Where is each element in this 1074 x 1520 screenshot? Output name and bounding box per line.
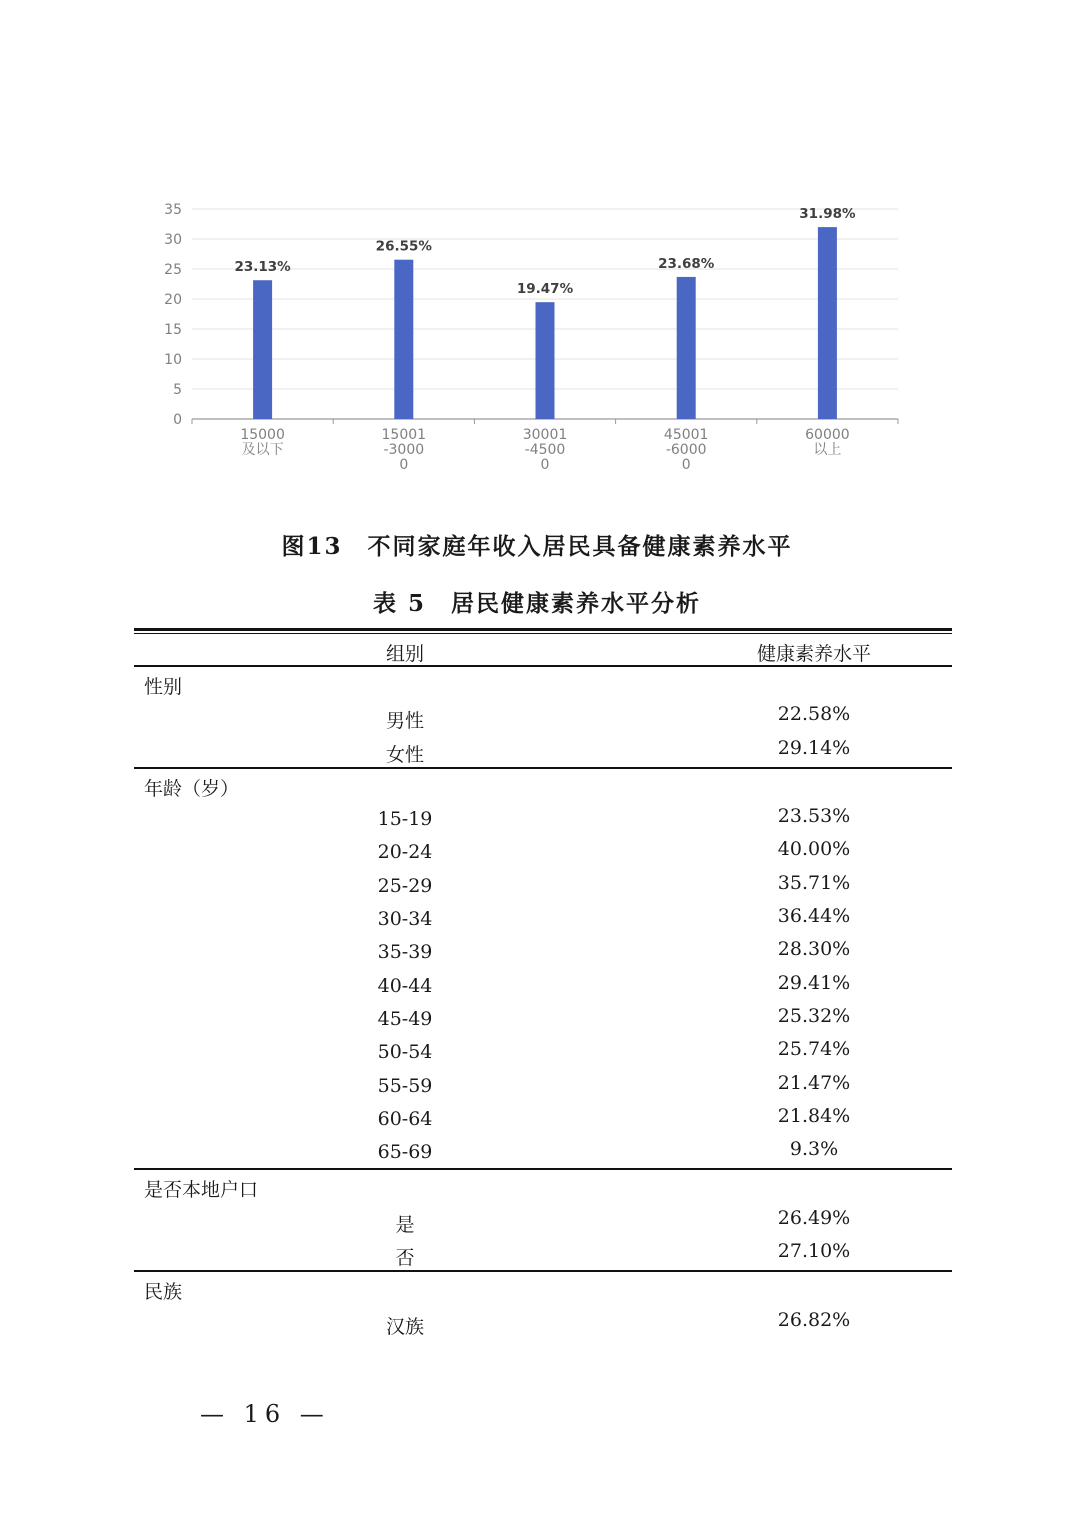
x-tick-label: 0 (540, 457, 550, 473)
y-tick-label: 20 (164, 292, 182, 308)
table-row (134, 1237, 952, 1270)
table-row (134, 1035, 952, 1068)
row-value: 28.30% (777, 938, 851, 961)
row-label: 30-34 (377, 908, 433, 931)
data-label: 19.47% (516, 281, 574, 298)
bar (394, 260, 413, 419)
section-title-row (134, 1170, 952, 1203)
table-row (134, 902, 952, 935)
y-tick-label: 35 (164, 202, 182, 218)
x-tick-label: -6000 (665, 442, 707, 458)
literacy-table (134, 628, 952, 1339)
x-tick-label: 45001 (663, 427, 709, 443)
row-label: 女性 (385, 743, 425, 766)
table-row (134, 700, 952, 733)
data-label: 26.55% (375, 238, 432, 255)
table-row (134, 969, 952, 1002)
header-value: 健康素养水平 (756, 643, 872, 665)
x-tick-label: 60000 (805, 427, 850, 443)
table-row (134, 802, 952, 835)
row-label: 40-44 (377, 974, 433, 997)
row-label: 65-69 (377, 1141, 433, 1164)
row-value: 22.58% (777, 703, 851, 726)
row-label: 55-59 (377, 1074, 433, 1097)
income-bar-chart (140, 195, 920, 485)
row-label: 45-49 (377, 1007, 433, 1030)
x-tick-label: 以上 (813, 442, 842, 458)
y-tick-label: 15 (164, 322, 182, 338)
y-tick-label: 25 (164, 262, 182, 278)
bar (818, 227, 837, 419)
row-value: 21.84% (777, 1104, 851, 1127)
x-tick-label: -4500 (524, 442, 566, 458)
table-row (134, 1102, 952, 1135)
row-value: 26.82% (777, 1308, 851, 1331)
row-value: 35.71% (777, 871, 851, 894)
section-title-row (134, 1272, 952, 1305)
row-value: 25.74% (777, 1038, 851, 1061)
header-group: 组别 (385, 643, 425, 665)
table-row (134, 835, 952, 868)
row-label: 否 (395, 1247, 415, 1270)
row-label: 60-64 (377, 1107, 433, 1130)
x-tick-label: 及以下 (241, 442, 284, 458)
x-tick-label: 0 (399, 457, 409, 473)
y-tick-label: 30 (164, 232, 182, 248)
row-value: 23.53% (777, 805, 851, 828)
bar (536, 302, 555, 419)
row-label: 35-39 (377, 941, 433, 964)
table-row (134, 734, 952, 767)
x-tick-label: 15001 (381, 427, 427, 443)
row-value: 26.49% (777, 1206, 851, 1229)
bar (677, 277, 696, 419)
row-value: 36.44% (777, 905, 851, 928)
table-row (134, 1069, 952, 1102)
table-caption: 表 5 居民健康素养水平分析 (372, 590, 701, 617)
x-tick-label: 30001 (522, 427, 568, 443)
row-value: 25.32% (777, 1004, 851, 1027)
x-tick-label: 15000 (240, 427, 285, 443)
section-title: 性别 (144, 676, 183, 698)
row-label: 汉族 (385, 1315, 425, 1338)
table-row (134, 1135, 952, 1168)
table-row (134, 1204, 952, 1237)
section-title: 是否本地户口 (144, 1179, 259, 1202)
row-value: 21.47% (777, 1071, 851, 1094)
section-title: 民族 (144, 1281, 183, 1304)
table-row (134, 1002, 952, 1035)
row-label: 20-24 (377, 841, 433, 864)
table-row (134, 1306, 952, 1339)
row-value: 9.3% (789, 1138, 839, 1161)
row-label: 50-54 (377, 1041, 433, 1064)
x-tick-label: 0 (681, 457, 691, 473)
table-header (134, 634, 952, 665)
row-value: 40.00% (777, 838, 851, 861)
y-tick-label: 10 (164, 352, 182, 368)
section-title: 年龄（岁） (144, 777, 240, 800)
row-value: 29.41% (777, 971, 851, 994)
figure-caption: 图13 不同家庭年收入居民具备健康素养水平 (281, 533, 793, 560)
table-row (134, 935, 952, 968)
section-title-row (134, 667, 952, 700)
y-tick-label: 5 (173, 382, 182, 398)
table-row (134, 869, 952, 902)
row-label: 是 (395, 1213, 415, 1236)
y-tick-label: 0 (173, 412, 182, 428)
row-label: 男性 (385, 710, 425, 733)
row-value: 27.10% (777, 1240, 851, 1263)
row-value: 29.14% (777, 736, 851, 759)
page-number: — 16 — (200, 1400, 330, 1428)
section-title-row (134, 769, 952, 802)
row-label: 15-19 (377, 808, 433, 831)
data-label: 31.98% (799, 206, 856, 223)
bar (253, 280, 272, 419)
data-label: 23.13% (234, 259, 291, 276)
data-label: 23.68% (658, 255, 715, 272)
x-tick-label: -3000 (383, 442, 425, 458)
row-label: 25-29 (377, 874, 433, 897)
